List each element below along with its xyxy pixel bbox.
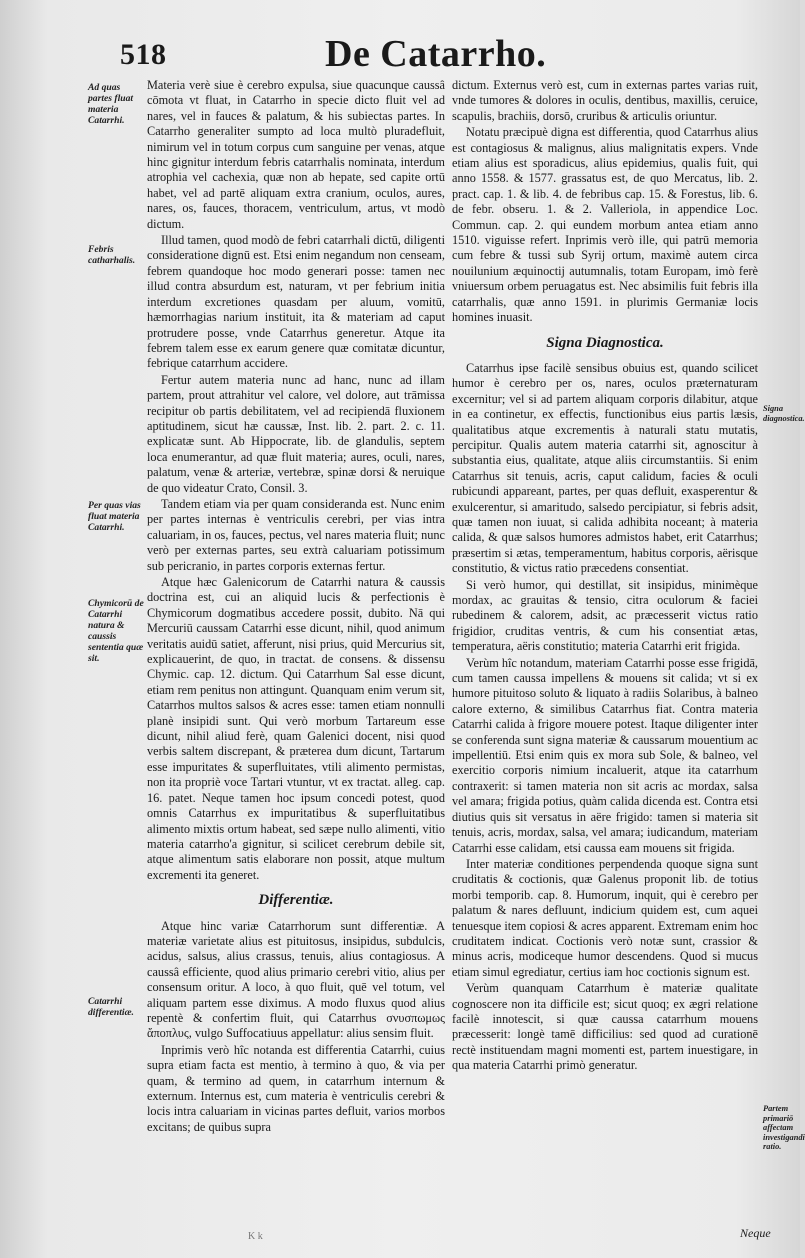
page-header — [0, 33, 800, 78]
section-heading: Differentiæ. — [258, 892, 334, 909]
paragraph: Fertur autem materia nunc ad hanc, nunc ad illam partem, prout attrahitur vel calore, vel dolore, aut trāmissa recipitur ob partis debilitatem, vel ad recipiendā fluxionem aptitudinem, sicut hæ caussæ, Inst. lib. 2. part. 2. c. 11. explicatæ sunt. Ab Hippocrate, lib. de glandulis, septem loca enumerantur, ad quæ fluit materia; aures, oculi, nares, palatum, venæ & arteriæ, vertebræ, spinæ dorsi & neruique de quo videatur Crato, Consil. 3. — [147, 372, 445, 495]
paragraph: Catarrhus ipse facilè sensibus obuius est, quando scilicet humor è cerebro per os, nares, oculos præternaturam excernitur; vel si ad partem aliquam corporis dilabitur, atque in ea continetur, ex effectis, functionibus eius partis læsis, qualitatibus atque excrementis à naturali statu mutatis, percipitur. Qualis autem materia catarrhi sit, agnoscitur à substantia eius, qualitate, atque aliis circumstantiis. Si enim Catarrhus sit tenuis, acris, caput calidum, facies & oculi rubicundi appareant, partes, per quas defluit, exasperentur & exulcerentur, si amaritudo, salsedo percipiatur, si febris adsit, quæ tamen non iuuat, si calida adhibita noceant; à materia calida, & quæ salsos humores admistos habet, erit Catarrhus; præsertim si ætas, temperamentum, habitus corporis, aërisque constitutio, & victus ratio præcedens consentiat. — [452, 360, 758, 576]
running-title: De Catarrho. — [325, 33, 547, 75]
margin-note: Signa diagnostica. — [763, 404, 805, 423]
margin-note: Partem primariō affectam investigandi ratio. — [763, 1104, 805, 1151]
left-column — [147, 78, 445, 1136]
paragraph: Si verò humor, qui destillat, sit insipidus, minimèque mordax, ac grauitas & tensio, citra oculorum & faciei rubedinem & calorem, adsit, ac præcesserit victus ratio frigidior, cruditas ventris, & cum his consentiat ætas, temperatura, aëris constitutio; materia Catarrhi erit frigida. — [452, 577, 758, 654]
catchword: Neque — [740, 1226, 771, 1240]
section-heading: Signa Diagnostica. — [546, 334, 664, 351]
paragraph: Verùm quanquam Catarrhum è materiæ qualitate cognoscere non ita difficile est; sicut quoq; ex ægri relatione facilè innotescit, si quæ caussa catarrhum mouens præcesserit: longè tamē difficilius: sed quod ad curationē rectè instituendam magni momenti est, partem inuestigare, in qua materia Catarrhi primò generatur. — [452, 981, 758, 1073]
page-number: 518 — [120, 38, 167, 71]
paragraph: Tandem etiam via per quam consideranda est. Nunc enim per partes internas è ventriculis cerebri, per vias intra caluariam, in os, fauces, pectus, vel nares materia fluit; nunc verò per externas partes, seu extrà caluariam potissimum sub pericranio, in partes corporis externas fertur. — [147, 496, 445, 573]
paragraph: Verùm hîc notandum, materiam Catarrhi posse esse frigidā, cum tamen caussa impellens & mouens sit calida; vt si ex humore pituitoso soluto & liquato à radiis Solaribus, à balneo calore externo, & similibus Catarrhus fiat. Contra materia Catarrhi calida à frigore mouere potest. Itaque diligenter inter se conferenda sunt signa materiæ & caussarum mouentium ac impellentiū. Etsi enim quis ex mora sub Sole, & balneo, vel exercitio corporis nimium incaluerit, atque ita catarrhum contraxerit: si tamen materia non sit acris ac mordax, salsa vel amara; frigida potius, quàm calida dicenda est. Contra etsi diutius quis sit versatus in aëre frigido: tamen si materia sit tenuis, acris, mordax, salsa, vel amara; iudicandum, materiam Catarrhi esse calidam, etsi caussa eam mouens sit frigida. — [452, 655, 758, 855]
margin-note: Catarrhi differentiæ. — [88, 996, 134, 1018]
paragraph: Atque hinc variæ Catarrhorum sunt differentiæ. A materiæ varietate alius est pituitosus, insipidus, subdulcis, acidus, salsus, alius crassus, tenuis, alius contagiosus. A caussâ efficiente, quod alius primario cerebri vitio, alius per consensum oritur. A loco, à quo fluit, quē vel totum, vel aliquam partem esse diximus. A modo fluxus quod alius repentè & confertim fluit, qui Catarrhus σνυσπωμως ἄποπλυς, vulgo Suffocatiuus appellatur: alius sensim fluit. — [147, 918, 445, 1041]
margin-note: Febris catharhalis. — [88, 244, 136, 266]
paragraph: Materia verè siue è cerebro expulsa, siue quacunque caussâ cōmota vt fluat, in Catarrho in specie dicto fluit vel ad nares, vel in fauces & palatum, & his subiectas partes. In Catarrho generaliter sumpto ad loca multò pluradefluit, nimirum vel in totum corpus cum sanguine per venas, atque hinc gignitur interdum febris catarrhalis nominata, interdum atrophia vel cachexia, quæ non ab hepate, sed capite ortū habet, vel ad partē aliquam extra cranium, oculos, aures, nares, os, fauces, thoracem, ventriculum, artus, vt modò dictum. — [147, 78, 445, 231]
paragraph: Atque hæc Galenicorum de Catarrhi natura & caussis doctrina est, cui an aliquid lucis & perfectionis è Chymicorum dogmatibus accedere possit, dubito. Nā qui Mercuriū caussam Catarrhi esse dicunt, nihil, quod animum veritatis auidū satiet, afferunt, nisi prius, quid Mercurius sit, explicauerint, de quo, in tractat. de consens. & dissensu Chymic. cap. 12. dictum. Qui Catarrhum Sal esse dicunt, etiam rem penitus non attingunt. Quanquam enim verum sit, Catarrhos multos salsos & acres esse: tamen etiam nonnulli planè insipidi sunt. Qui verò morbum Tartareum esse dicunt, nihil aliud ferè, quam Galenici docent, nisi quod verbis saltem discrepant, & præterea dum dicunt, Tartarum esse impuritates & superfluitates, vtili alimento permistas, non ita propriè voce Tartari vtuntur, vt ex tractat. alleg. cap. 16. patet. Neque tamen hoc ipsum concedi potest, quod omnis Catarrhus ex impuritatibus & superfluitatibus alimento mixtis ortum habeat, sed sæpe nullo alimenti, vitio materia catarrho'a gignitur, si scilicet cerebrum debile sit, atque alimentum satis elaborare non possit, atque multum excrementi ita generet. — [147, 575, 445, 882]
paragraph: Inprimis verò hîc notanda est differentia Catarrhi, cuius supra etiam facta est mentio, à termino à quo, & via per quam, & termino ad quem, in catarrhum internum & externum. Internus est, cum materia è ventriculis cerebri & locis intra caluariam in vicinas partes defluit, varios morbos excitans; de quibus supra — [147, 1042, 445, 1134]
right-column — [452, 78, 758, 1075]
margin-note: Per quas vias fluat materia Catarrhi. — [88, 500, 141, 533]
margin-note: Ad quas partes fluat materia Catarrhi. — [88, 82, 134, 126]
paragraph: Illud tamen, quod modò de febri catarrhali dictū, diligenti consideratione dignū est. Etsi enim negandum non censeam, febrem quandoque hoc modo generari posse: tamen nec illud contra absurdum est, naturam, vt per febrium initia interdum excretiones quasdam per aluum, vomitū, hæmorrhagias narium instituit, ita & materiam ad caput protrudere posse, vnde Catarrhus generetur. Atque ita febrem talem esse ex earum genere quæ comitatæ dicuntur, febrique catarrhum accidere. — [147, 233, 445, 371]
signature-mark: K k — [248, 1231, 263, 1242]
paragraph: Notatu præcipuè digna est differentia, quod Catarrhus alius est contagiosus & malignus, alius malignitatis expers. Vnde etiam alius est sporadicus, alius epidemius, qualis fuit, qui anno 1558. & 1577. grassatus est, de quo Mercatus, lib. 2. pract. cap. 1. & lib. 4. de febribus cap. 15. & Forestus, lib. 6. de febr. obseru. 1. & 2. Valleriola, in appendice Loc. Commun. cap. 2. qui eundem morbum antea etiam anno 1510. viguisse refert. Inprimis verò ille, qui patrū memoria cum febre & tussi sub Syrij ortum, maximè autem circa nouilunium æquinoctij autumnalis, totam Europam, imò ferè vniuersum orbem peruagatus est. Nec absimilis fuit febris illa catarrhalis, quæ anno 1591. in plurimis Germaniæ locis homines inuasit. — [452, 125, 758, 325]
margin-note: Chymicorū de Catarrhi natura & caussis sententia quæ sit. — [88, 598, 144, 664]
paragraph: dictum. Externus verò est, cum in externas partes varias ruit, vnde tumores & dolores in oculis, dentibus, maxillis, ceruice, scapulis, brachiis, dorsō, cruribus & articulis oriuntur. — [452, 78, 758, 123]
paragraph: Inter materiæ conditiones perpendenda quoque signa sunt cruditatis & coctionis, quæ Galenus proponit lib. de totius morbi temporib. cap. 8. Humorum, inquit, qui è cerebro per palatum & nares defluunt, indicium quidem est, cum aquei tenuesque item copiosi & acres apparent. Extremam enim hoc cruditatem indicat. Coctionis verò notæ sunt, crassior & minus acris, modiceque humor descendens. Quod si mucus etiam simul egrediatur, certius iam hoc coctionis signum est. — [452, 856, 758, 979]
